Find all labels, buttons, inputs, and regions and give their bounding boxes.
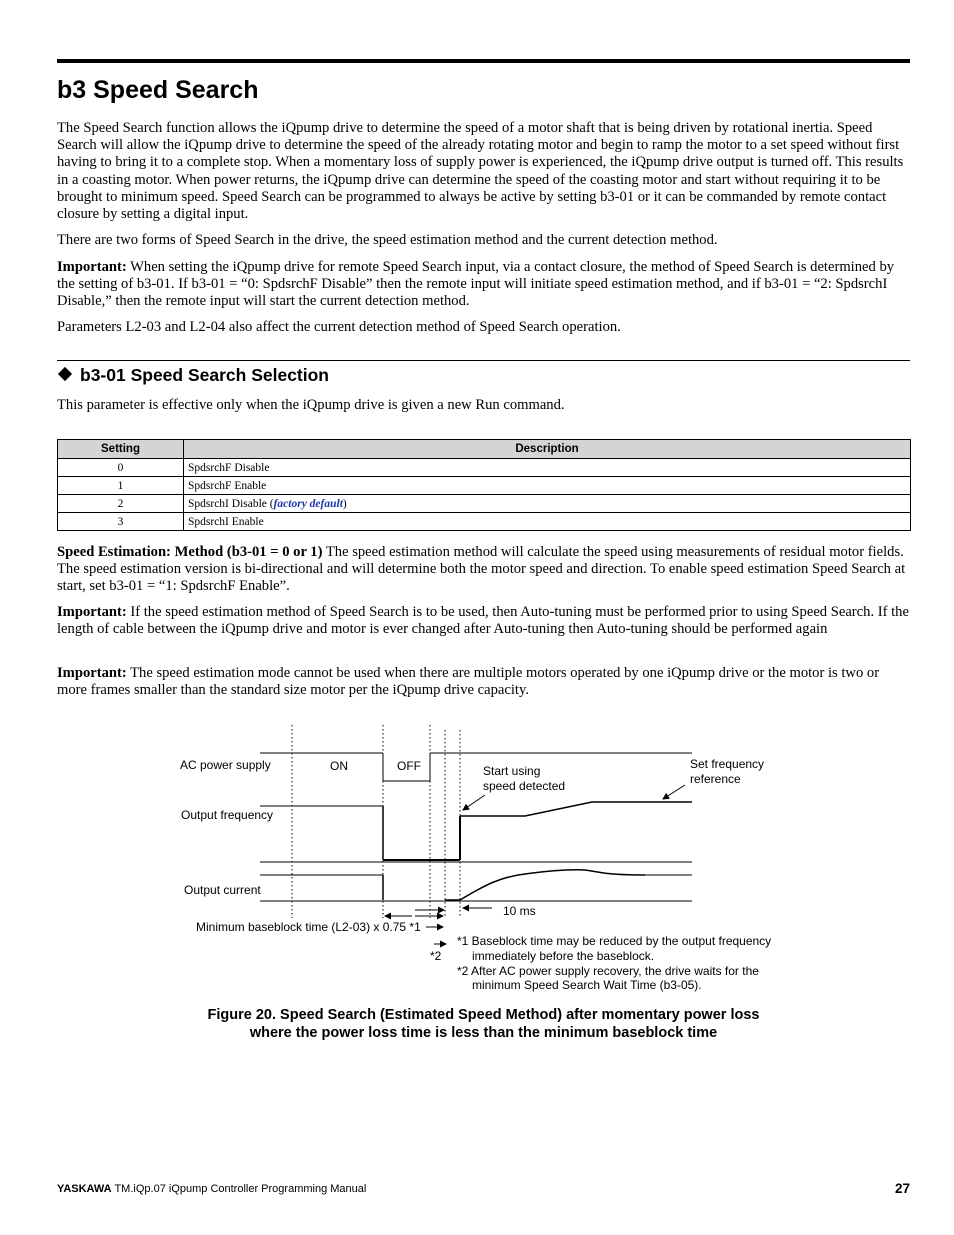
description-text: SpdsrchI Disable (: [188, 497, 274, 510]
setting-cell: 1: [58, 477, 184, 495]
speed-estimation-label: Speed Estimation: Method (b3-01 = 0 or 1): [57, 544, 323, 560]
important-label: Important:: [57, 259, 127, 275]
note1-line1: *1 Baseblock time may be reduced by the output frequency: [457, 934, 772, 948]
table-row: [58, 513, 911, 531]
caption-line-1: Figure 20. Speed Search (Estimated Speed Method) after momentary power loss: [207, 1007, 760, 1023]
caption-line-2: where the power loss time is less than the minimum baseblock time: [249, 1025, 718, 1041]
parameters-note: Parameters L2-03 and L2-04 also affect the current detection method of Speed Search operation.: [57, 319, 621, 335]
page-number: 27: [894, 1181, 910, 1196]
header-description: Description: [184, 440, 911, 459]
timing-arrows: [385, 785, 685, 944]
important-note-3: [57, 665, 910, 699]
note2-line1: *2 After AC power supply recovery, the drive waits for the: [457, 964, 759, 978]
factory-default-label: factory default: [273, 497, 343, 510]
speed-estimation-text: The speed estimation method will calculate the speed using measurements of residual motor fields. The speed estimation version is bi-directional and will determine both the motor speed and direction. To enable speed estimation Speed Search at start, set b3-01 = “1: SpdsrchF Enable”.: [57, 544, 906, 595]
important-text: When setting the iQpump drive for remote Speed Search input, via a contact closure, the method of Speed Search is determined by the setting of b3-01. If b3-01 = “0: SpdsrchF Disable” then the remote input will initiate speed estimation method, and if b3-01 = “2: SpdsrchI Disable,” then the remote input will start the current detection method.: [57, 259, 895, 310]
important-label: Important:: [57, 604, 127, 620]
important-note-1: [57, 259, 910, 311]
speed-estimation-paragraph: [57, 544, 910, 596]
timing-guides: [292, 725, 460, 918]
section-note: This parameter is effective only when the iQpump drive is given a new Run command.: [57, 397, 565, 413]
note1-line2: immediately before the baseblock.: [472, 949, 655, 963]
intro-paragraph-1: The Speed Search function allows the iQpump drive to determine the speed of a motor shaft that is being driven by rotational inertia. Speed Search will allow the iQpump drive to determine the speed of the already rotating motor and begin to ramp the motor to a set speed without first having to bring it to a complete stop. When a momentary loss of supply power is experienced, the iQpump drive output is turned off. This results in a coasting motor. When power returns, the iQpump drive can determine the speed of the coasting motor and start without requiring it to be brought to minimum speed. Speed Search can be programmed to always be active by setting b3-01 or it can be commanded by remote contact closure by setting a digital input.: [57, 120, 904, 223]
settings-table: [57, 439, 911, 531]
diamond-icon: [58, 367, 72, 381]
output-current-label: Output current: [184, 883, 261, 897]
output-frequency-label: Output frequency: [181, 808, 274, 822]
setting-cell: 0: [58, 459, 184, 477]
important-label: Important:: [57, 665, 127, 681]
intro-paragraph-2: There are two forms of Speed Search in the drive, the speed estimation method and the current detection method.: [57, 232, 718, 248]
reference-label: reference: [690, 772, 741, 786]
table-header-row: [58, 440, 911, 459]
on-label: ON: [330, 759, 348, 773]
note2-line2: minimum Speed Search Wait Time (b3-05).: [472, 978, 702, 992]
description-cell: SpdsrchI Enable: [184, 513, 911, 531]
speed-search-timing-diagram: [0, 700, 954, 1000]
start-using-label: Start using: [483, 764, 541, 778]
setting-cell: 3: [58, 513, 184, 531]
section-heading: [57, 365, 329, 386]
output-frequency-waveform: [260, 802, 692, 862]
page-title: b3 Speed Search: [57, 76, 259, 104]
table-row: [58, 459, 911, 477]
ac-power-waveform: [260, 753, 692, 781]
footer-brand: YASKAWA: [57, 1183, 112, 1195]
description-cell: SpdsrchF Disable: [184, 459, 911, 477]
important-note-2: [57, 604, 910, 638]
star2-label: *2: [430, 949, 442, 963]
ac-power-label: AC power supply: [180, 758, 271, 772]
description-cell: [184, 495, 911, 513]
top-rule: [57, 59, 910, 63]
table-row: [58, 495, 911, 513]
description-close: ): [342, 497, 347, 510]
table-row: [58, 477, 911, 495]
output-current-waveform: [260, 870, 692, 901]
min-baseblock-label: Minimum baseblock time (L2-03) x 0.75 *1: [196, 920, 421, 934]
description-cell: SpdsrchF Enable: [184, 477, 911, 495]
off-label: OFF: [397, 759, 421, 773]
section-rule: [57, 360, 910, 361]
footer: [57, 1183, 366, 1195]
set-frequency-label: Set frequency: [690, 757, 765, 771]
footer-doc: TM.iQp.07 iQpump Controller Programming Manual: [111, 1183, 367, 1195]
ten-ms-label: 10 ms: [503, 904, 536, 918]
setting-cell: 2: [58, 495, 184, 513]
header-setting: Setting: [58, 440, 184, 459]
section-heading-text: b3-01 Speed Search Selection: [80, 365, 329, 385]
speed-detected-label: speed detected: [483, 779, 566, 793]
important-text: If the speed estimation method of Speed Search is to be used, then Auto-tuning must be performed prior to using Speed Search. If the length of cable between the iQpump drive and motor is ever changed after Auto-tuning then Auto-tuning should be performed again: [57, 604, 909, 638]
important-text: The speed estimation mode cannot be used when there are multiple motors operated by one iQpump drive or the motor is two or more frames smaller than the standard size motor per the iQpump drive capacity.: [57, 665, 880, 699]
figure-caption: [57, 1006, 910, 1042]
